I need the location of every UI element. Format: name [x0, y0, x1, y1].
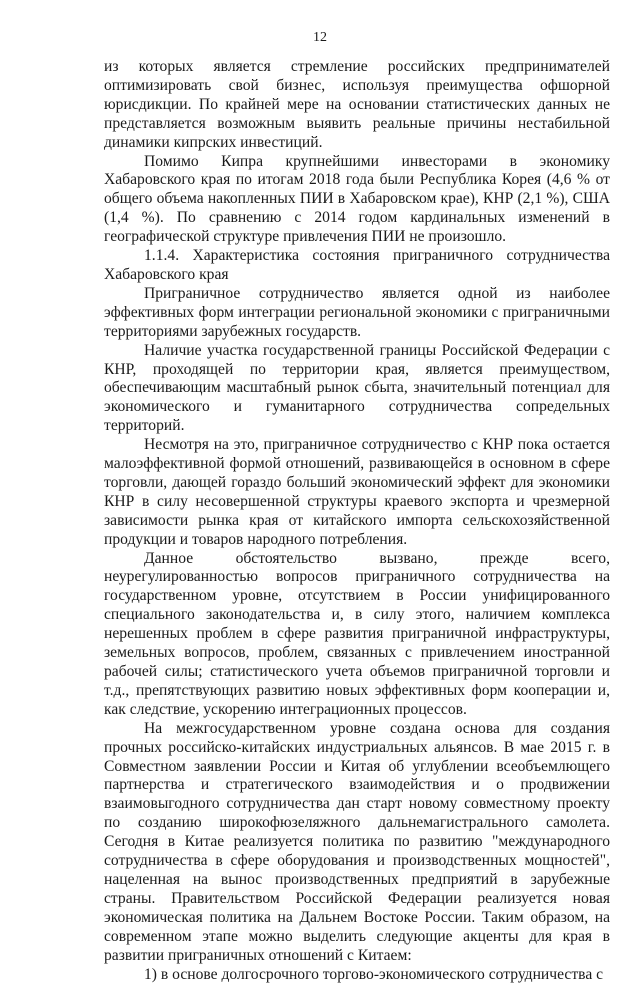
- paragraph-cyprus-investment-continuation: из которых является стремление российских предпринимателей оптимизировать свой бизнес, используя преимущества офшорной юрисдикции. По крайней мере на основании статистических данных не представляется возможным выявить реальные причины нестабильной динамики кипрских инвестиций.: [104, 58, 610, 153]
- paragraph-largest-investors: Помимо Кипра крупнейшими инвесторами в экономику Хабаровского края по итогам 2018 года были Республика Корея (4,6 % от общего объема накопленных ПИИ в Хабаровском крае), КНР (2,1 %), США (1,4 %). По сравнению с 2014 годом кардинальных изменений в географической структуре привлечения ПИИ не произошло.: [104, 153, 610, 248]
- list-item-1: 1) в основе долгосрочного торгово-экономического сотрудничества с: [104, 966, 610, 984]
- paragraph-interstate-level: На межгосударственном уровне создана основа для создания прочных российско-китайских индустриальных альянсов. В мае 2015 г. в Совместном заявлении России и Китая об углублении всеобъемлющего партнерства и стратегического взаимодействия и о продвижении взаимовыгодного сотрудничества дан старт новому совместному проекту по созданию широкофюзеляжного дальнемагистрального самолета. Сегодня в Китае реализуется политика по развитию "международного сотрудничества в сфере оборудования и производственных мощностей", нацеленная на вынос производственных предприятий в зарубежные страны. Правительством Российской Федерации реализуется новая экономическая политика на Дальнем Востоке России. Таким образом, на современном этапе можно выделить следующие акценты для края в развитии приграничных отношений с Китаем:: [104, 720, 610, 966]
- paragraph-unresolved-issues: Данное обстоятельство вызвано, прежде всего, неурегулированностью вопросов приграничного сотрудничества на государственном уровне, отсутствием в России унифицированного специального законодательства и, в силу этого, наличием комплекса нерешенных проблем в сфере развития приграничной инфраструктуры, земельных вопросов, проблем, связанных с привлечением иностранной рабочей силы; статистического учета объемов приграничной торговли и т.д., препятствующих развитию новых эффективных форм кооперации и, как следствие, ускорению интеграционных процессов.: [104, 550, 610, 720]
- paragraph-border-with-china: Наличие участка государственной границы Российской Федерации с КНР, проходящей по территории края, является преимуществом, обеспечивающим масштабный рынок сбыта, значительный потенциал для экономического и гуманитарного сотрудничества сопредельных территорий.: [104, 342, 610, 437]
- paragraph-border-cooperation-definition: Приграничное сотрудничество является одной из наиболее эффективных форм интеграции региональной экономики с приграничными территориями зарубежных государств.: [104, 285, 610, 342]
- paragraph-low-efficiency: Несмотря на это, приграничное сотрудничество с КНР пока остается малоэффективной формой отношений, развивающейся в основном в сфере торговли, дающей гораздо больший экономический эффект для экономики КНР в силу несовершенной структуры краевого экспорта и чрезмерной зависимости рынка края от китайского импорта сельскохозяйственной продукции и товаров народного потребления.: [104, 436, 610, 549]
- document-body: [104, 58, 610, 984]
- page-number: 12: [0, 29, 640, 47]
- section-heading-1-1-4: 1.1.4. Характеристика состояния приграничного сотрудничества Хабаровского края: [104, 247, 610, 285]
